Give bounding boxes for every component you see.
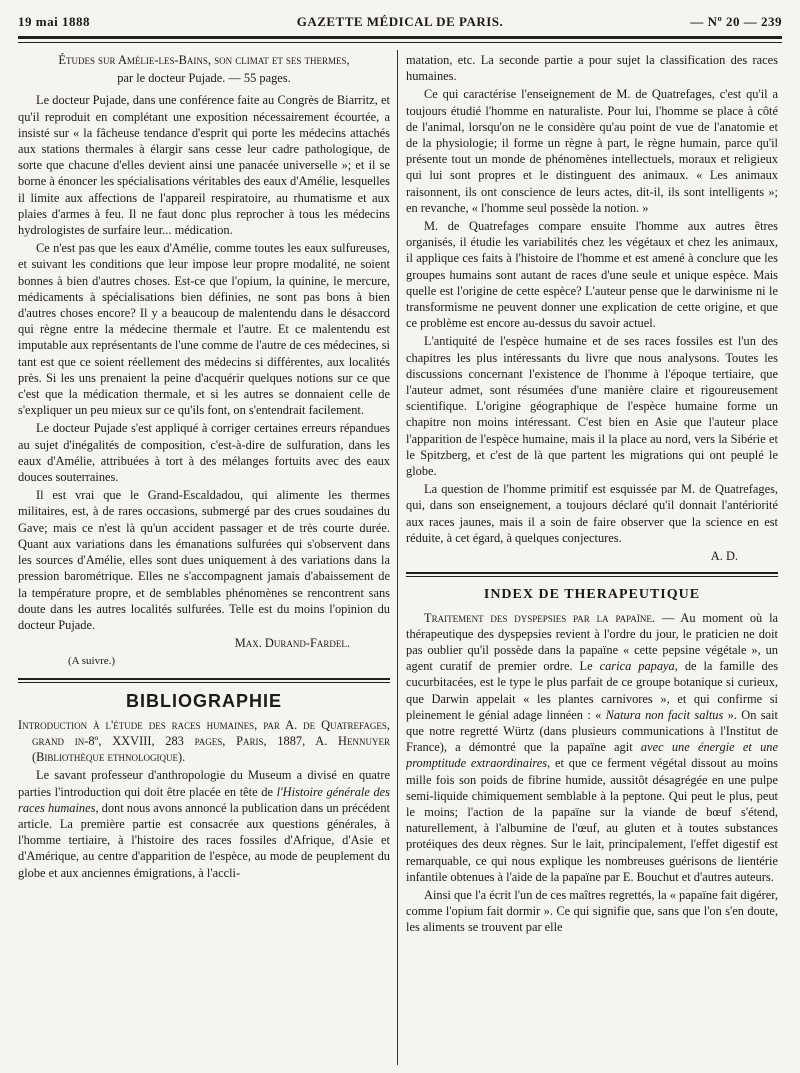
article-title: Études sur Amélie-les-Bains, son climat et ses thermes, xyxy=(58,53,350,67)
header-rule-thin xyxy=(18,42,782,43)
index-paragraph-1: Traitement des dyspepsies par la papaïne. — Au moment où la thérapeutique des dyspepsies revient à l'ordre du jour, le praticien ne doit pas oublier qu'il possède dans la papaïne « cette pepsine végétale », un agent curatif de premier ordre. Le carica papaya, de la famille des cucurbitacées, est le type le plus parfait de ce groupe botanique si curieux, que Darwin appelait « les plantes carnivores », et qui confirme si pleinement le génial adage linnéen : « Natura non facit saltus ». On sait que notre regretté Würtz (dans plusieurs communications à l'Institut de France), a démontré que la papaïne agit avec une énergie et une promptitude extraordinaires, et que ce ferment végétal dissout au moins mille fois son poids de fibrine humide, aussitôt désagrégée en une pulpe semi-liquide chimiquement semblable à la peptone. Qui peut le plus, peut le moins; l'action de la papaïne sur la viande de bœuf s'étend, naturellement, à l'albumine de l'œuf, au gluten et à toutes substances protéiques des deux règnes. Sur le lait, principalement, l'effet digestif est remarquable, ce qui nous explique les nombreuses guérisons de lientérie infantile obtenues à l'aide de la papaïne par E. Bouchut et d'autres auteurs. xyxy=(406,610,778,884)
to-be-continued: (A suivre.) xyxy=(68,655,116,668)
right-paragraph-5: La question de l'homme primitif est esquissée par M. de Quatrefages, qui, dans son enseignement, a toujours déclaré qu'il donnait l'antériorité aux races jaunes, mais il a soin de faire observer que la science en est réduite, à cet égard, à quelques conjectures. xyxy=(406,482,778,545)
left-paragraph-3: Le docteur Pujade s'est appliqué à corriger certaines erreurs répandues au sujet d'inégalités de composition, c'est-à-dire de sulfuration, dans les eaux d'Amélie, attribuées à tort à des mélanges fortuits avec des eaux douces souterraines. xyxy=(18,421,390,485)
right-paragraph-4: L'antiquité de l'espèce humaine et de ses races fossiles est l'un des chapitres les plus intéressants du livre que nous analysons. Toutes les discussions concernant l'existence de l'homme à l'époque tertiaire, que l'auteur admet, sont résumées d'une manière claire et rigoureusement scientifique. L'origine géographique de l'espèce humaine forme un chapitre non moins intéressant. C'est bien en Asie que l'auteur place l'apparition de l'espèce humaine, mais il la place au nord, vers la Sibérie et le Spitzberg, et c'est de là que partent les migrations qui ont peuplé le globe. xyxy=(406,334,778,479)
left-column xyxy=(18,52,390,1062)
right-paragraph-1: matation, etc. La seconde partie a pour sujet la classification des races humaines. xyxy=(406,53,778,84)
section-separator-right xyxy=(406,572,778,577)
bibliography-heading: BIBLIOGRAPHIE xyxy=(125,690,282,711)
left-paragraph-1: Le docteur Pujade, dans une conférence faite au Congrès de Biarritz, et qu'il reproduit en complétant une exposition nécessairement écourtée, a insisté sur « la fâcheuse tendance d'esprit qui porte les médecins attachés aux stations thermales à élargir sans cesse leur cadre pathologique, de sorte que chacune d'elles devient ainsi une panacée universelle »; et il se borne à énoncer les spécialisations véritables des eaux d'Amélie, lesquelles il limite aux affections de l'appareil respiratoire, au rhumatisme et aux plaies d'armes à feu. Il ne faut donc plus reprocher à tous les médecins hydrologistes de surfaire leur... médication. xyxy=(18,93,390,238)
section-separator xyxy=(18,678,390,683)
left-paragraph-4: Il est vrai que le Grand-Escaldadou, qui alimente les thermes militaires, est, à de rares occasions, submergé par des crues soudaines du Gave; mais ce n'est là qu'un accident passager et de très courte durée. Quant aux variations dans les émanations sulfurées qui s'observent dans les sources d'Amélie, elles sont dues uniquement à des variations dans la pression barométrique. Elles ne s'accompagnent jamais d'abaissement de la température propre, et de semblables phénomènes se rencontrent sans doute dans les autres localités sulfurées. Telle est du moins l'opinion du docteur Pujade. xyxy=(18,488,390,632)
article-byline: par le docteur Pujade. — 55 pages. xyxy=(117,71,291,86)
index-heading: INDEX DE THERAPEUTIQUE xyxy=(483,587,701,603)
right-paragraph-3: M. de Quatrefages compare ensuite l'homme aux autres êtres organisés, il étudie les variabilités chez les végétaux et chez les animaux, il applique ces faits à l'histoire de l'homme et est amené à conclure que les groupes humains sont autant de races d'une seule et unique espèce. Mais quelle est l'origine de cette espèce? L'auteur pense que le darwinisme ni le transformisme ne peuvent donner une explication de cette origine, et que ce problème est encore au-dessus du savoir actuel. xyxy=(406,219,778,331)
review-signature: A. D. xyxy=(710,549,738,564)
header-date: 19 mai 1888 xyxy=(18,14,90,29)
header-journal-title: GAZETTE MÉDICAL DE PARIS. xyxy=(296,14,504,29)
right-paragraph-2: Ce qui caractérise l'enseignement de M. de Quatrefages, c'est qu'il a toujours étudié l'homme en naturaliste. Pour lui, l'homme se place à côté de l'animal, lorsqu'on ne le considère qu'au point de vue de l'anatomie et de la physiologie; il forme un règne à part, le règne humain, parce qu'il présente tout un monde de phénomènes intellectuels, moraux et religieux qui lui sont propres et le distinguent des animaux. « Les animaux raisonnent, ils ont conscience de leurs actes, dit-il, ils sont intelligents »; en revanche, « l'homme seul possède la notion. » xyxy=(406,87,778,215)
page-header xyxy=(18,14,782,36)
author-signature: Max. Durand-Fardel. xyxy=(234,636,350,651)
header-rule-thick xyxy=(18,36,782,39)
index-lead: Traitement des dyspepsies par la papaïne. xyxy=(424,610,655,625)
right-column xyxy=(406,52,778,1062)
bibliography-reference: Introduction à l'étude des races humaines, par A. de Quatrefages, grand in-8º, XXVIII, 283 pages, Paris, 1887, A. Hennuyer (Bibliothèque ethnologique). xyxy=(18,717,390,765)
header-issue-page: — Nº 20 — 239 xyxy=(690,14,782,29)
column-divider xyxy=(397,50,398,1065)
index-paragraph-2: Ainsi que l'a écrit l'un de ces maîtres regrettés, la « papaïne fait digérer, comme l'opium fait dormir ». Ce qui signifie que, sans que l'on s'en doute, les aliments se trouvent par elle xyxy=(406,887,778,935)
bibliography-paragraph-1: Le savant professeur d'anthropologie du Museum a divisé en quatre parties l'introduction qui doit être placée en tête de l'Histoire générale des races humaines, dont nous avons annoncé la publication dans un précédent article. La première partie est consacrée aux questions générales, à l'homme tertiaire, à l'histoire des races fossiles d'Afrique, d'Asie et d'Amérique, au centre d'apparition de l'espèce, au mode de peuplement du globe et aux anciennes émigrations, à l'accli- xyxy=(18,768,390,880)
left-paragraph-2: Ce n'est pas que les eaux d'Amélie, comme toutes les eaux sulfureuses, et suivant les conditions que leur impose leur propre modalité, ne soient bonnes à bien d'autres choses. Est-ce que l'opium, la quinine, le mercure, médicaments à spécialisations bien définies, ne sont pas bons à bien d'autres choses encore? Il y a beaucoup de malentendu dans le désaccord qui règne entre la médecine thermale et l'autre. Et ce malentendu est imputable aux représentants de l'une comme de l'autre de ces médecines, si tant est que ce soient réellement des médecins si différentes, aux localités près. Si les uns prenaient la peine d'acquérir quelques notions sur ce que c'est que la médication thermale, et si les autres se donnaient celle de s'expliquer un peu mieux sur ce qu'ils font, on s'entendrait facilement. xyxy=(18,241,390,418)
